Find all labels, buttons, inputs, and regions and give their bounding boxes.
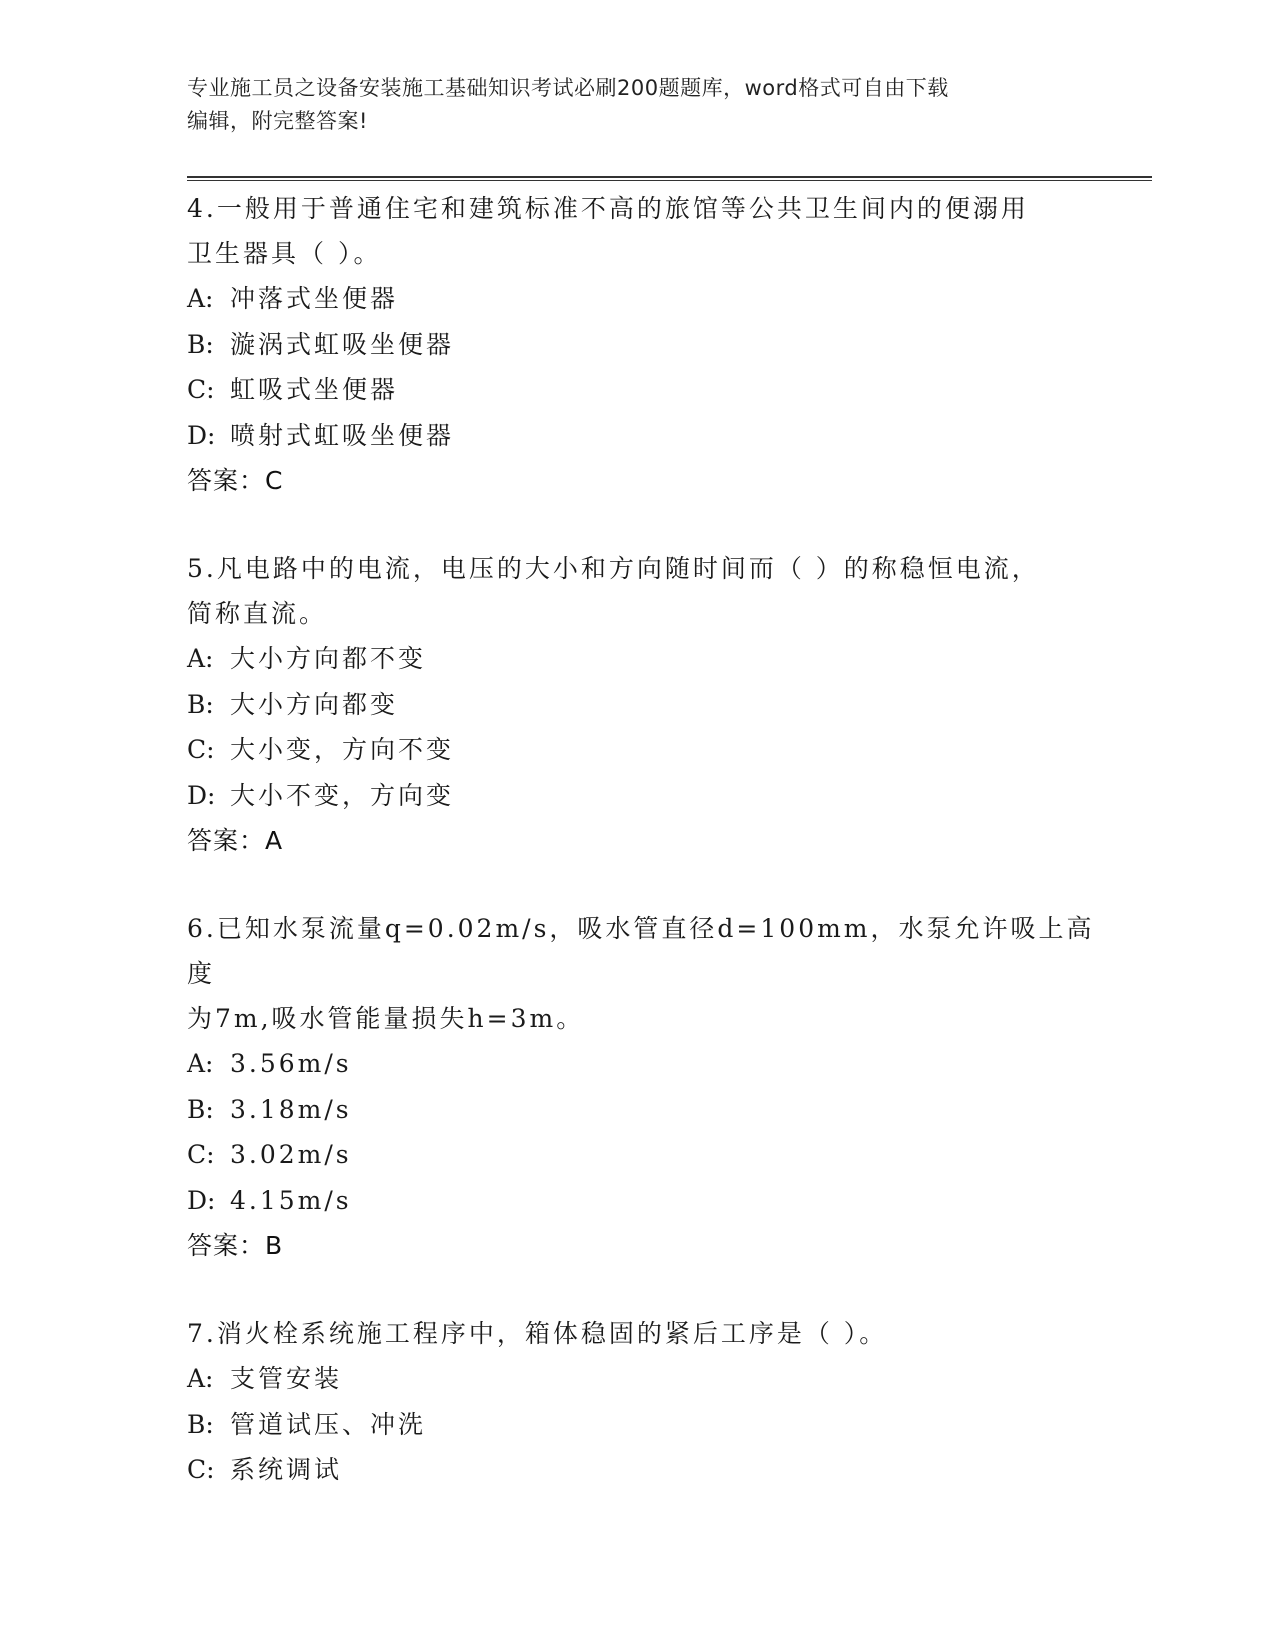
option-text: 3.18m/s	[230, 1094, 352, 1124]
option-a	[187, 1356, 1117, 1402]
header-line-2: 编辑，附完整答案!	[187, 109, 368, 133]
option-text: 4.15m/s	[230, 1185, 352, 1215]
question-stem-cont: 卫生器具（ ）。	[187, 239, 382, 268]
option-letter: D:	[187, 1185, 216, 1215]
option-letter: D:	[187, 420, 216, 450]
answer-line: 答案：C	[187, 466, 284, 495]
question-list	[187, 186, 1117, 1535]
question-stem: 5.凡电路中的电流，电压的大小和方向随时间而（ ）的称稳恒电流，	[187, 554, 1040, 583]
option-text: 支管安装	[230, 1364, 343, 1393]
option-text: 3.56m/s	[230, 1049, 352, 1078]
question-4	[187, 186, 1117, 504]
option-letter: A:	[187, 1364, 214, 1393]
option-letter: B:	[187, 329, 214, 359]
question-5	[187, 546, 1117, 864]
option-letter: D:	[187, 780, 216, 810]
option-c	[187, 367, 1117, 413]
option-text: 大小方向都不变	[230, 644, 427, 673]
option-b	[187, 682, 1117, 728]
option-text: 喷射式虹吸坐便器	[230, 420, 455, 450]
question-stem: 4.一般用于普通住宅和建筑标准不高的旅馆等公共卫生间内的便溺用	[187, 194, 1029, 223]
option-b	[187, 322, 1117, 368]
option-b	[187, 1402, 1117, 1448]
option-text: 大小方向都变	[230, 689, 399, 719]
option-letter: C:	[187, 1140, 215, 1169]
option-a	[187, 1041, 1117, 1087]
question-stem: 6.已知水泵流量q=0.02m/s，吸水管直径d=100mm，水泵允许吸上高度	[187, 914, 1095, 988]
option-letter: A:	[187, 1049, 214, 1078]
question-stem: 7.消火栓系统施工程序中，箱体稳固的紧后工序是（ ）。	[187, 1319, 888, 1348]
question-stem-cont: 为7m,吸水管能量损失h=3m。	[187, 1004, 585, 1033]
option-text: 大小不变，方向变	[230, 780, 455, 810]
option-text: 大小变，方向不变	[230, 735, 455, 764]
header-line-1: 专业施工员之设备安装施工基础知识考试必刷200题题库，word格式可自由下载	[187, 76, 949, 100]
question-6	[187, 906, 1117, 1269]
option-c	[187, 1132, 1117, 1178]
question-stem-cont: 简称直流。	[187, 599, 328, 628]
option-letter: B:	[187, 1094, 214, 1124]
header-divider	[187, 176, 1152, 181]
option-d	[187, 1178, 1117, 1224]
option-letter: A:	[187, 644, 214, 673]
option-a	[187, 276, 1117, 322]
option-letter: C:	[187, 735, 215, 764]
option-letter: B:	[187, 689, 214, 719]
question-7	[187, 1311, 1117, 1493]
option-c	[187, 1447, 1117, 1493]
answer-line: 答案：B	[187, 1231, 284, 1260]
option-d	[187, 413, 1117, 459]
option-letter: C:	[187, 375, 215, 404]
option-text: 冲落式坐便器	[230, 284, 399, 313]
option-text: 3.02m/s	[230, 1140, 352, 1169]
document-header	[187, 72, 1087, 138]
option-a	[187, 636, 1117, 682]
option-text: 管道试压、冲洗	[230, 1409, 427, 1439]
option-letter: C:	[187, 1455, 215, 1484]
option-b	[187, 1087, 1117, 1133]
answer-line: 答案：A	[187, 826, 284, 855]
option-letter: B:	[187, 1409, 214, 1439]
option-d	[187, 773, 1117, 819]
option-text: 系统调试	[230, 1455, 343, 1484]
option-text: 漩涡式虹吸坐便器	[230, 329, 455, 359]
option-letter: A:	[187, 284, 214, 313]
option-c	[187, 727, 1117, 773]
option-text: 虹吸式坐便器	[230, 375, 399, 404]
